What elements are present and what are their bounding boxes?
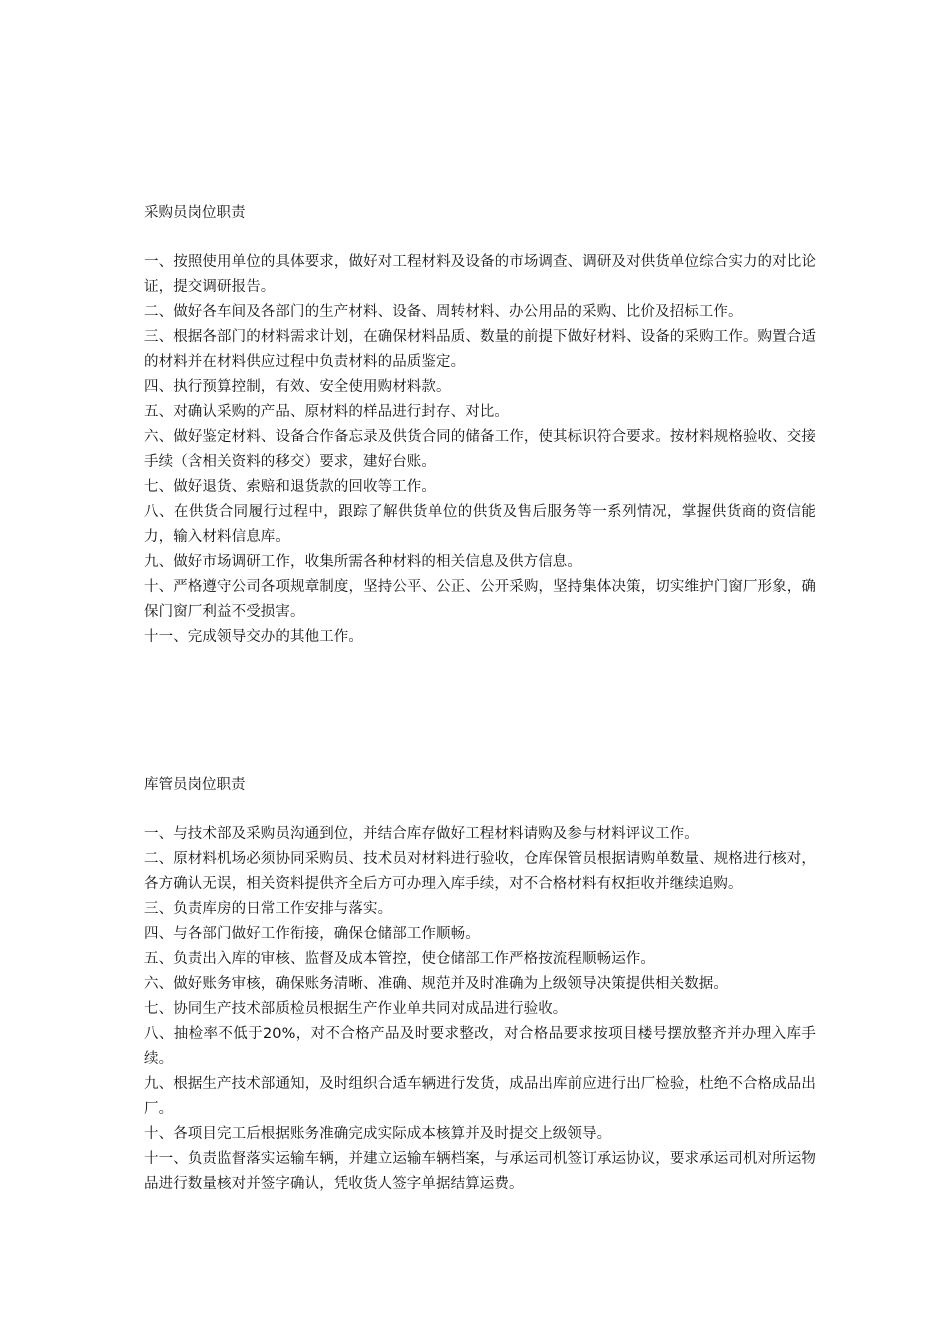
list-item: 四、执行预算控制，有效、安全使用购材料款。 — [144, 379, 451, 395]
list-item: 一、与技术部及采购员沟通到位，并结合库存做好工程材料请购及参与材料评议工作。 — [144, 826, 699, 842]
list-item: 九、根据生产技术部通知，及时组织合适车辆进行发货，成品出库前应进行出厂检验，杜绝不合格成品出厂。 — [144, 1076, 816, 1117]
list-item: 六、做好鉴定材料、设备合作备忘录及供货合同的储备工作，使其标识符合要求。按材料规格验收、交接手续（含相关资料的移交）要求，建好台账。 — [144, 429, 816, 470]
warehouse-section-title: 库管员岗位职责 — [144, 777, 246, 793]
list-item: 十、严格遵守公司各项规章制度，坚持公平、公正、公开采购，坚持集体决策，切实维护门窗厂形象，确保门窗厂利益不受损害。 — [144, 579, 816, 620]
list-item: 二、原材料机场必须协同采购员、技术员对材料进行验收，仓库保管员根据请购单数量、规格进行核对，各方确认无误，相关资料提供齐全后方可办理入库手续，对不合格材料有权拒收并继续追购。 — [144, 851, 816, 892]
warehouse-duty-list — [144, 822, 816, 1197]
list-item: 一、按照使用单位的具体要求，做好对工程材料及设备的市场调查、调研及对供货单位综合实力的对比论证，提交调研报告。 — [144, 254, 816, 295]
list-item: 九、做好市场调研工作，收集所需各种材料的相关信息及供方信息。 — [144, 554, 582, 570]
list-item: 七、做好退货、索赔和退货款的回收等工作。 — [144, 479, 436, 495]
list-item: 五、对确认采购的产品、原材料的样品进行封存、对比。 — [144, 404, 509, 420]
list-item: 七、协同生产技术部质检员根据生产作业单共同对成品进行验收。 — [144, 1001, 568, 1017]
list-item: 三、负责库房的日常工作安排与落实。 — [144, 901, 393, 917]
list-item: 三、根据各部门的材料需求计划，在确保材料品质、数量的前提下做好材料、设备的采购工作。购置合适的材料并在材料供应过程中负责材料的品质鉴定。 — [144, 329, 816, 370]
list-item: 八、在供货合同履行过程中，跟踪了解供货单位的供货及售后服务等一系列情况，掌握供货商的资信能力，输入材料信息库。 — [144, 504, 816, 545]
list-item: 八、抽检率不低于20%，对不合格产品及时要求整改，对合格品要求按项目楼号摆放整齐并办理入库手续。 — [144, 1026, 816, 1067]
list-item: 十、各项目完工后根据账务准确完成实际成本核算并及时提交上级领导。 — [144, 1126, 612, 1142]
list-item: 五、负责出入库的审核、监督及成本管控，使仓储部工作严格按流程顺畅运作。 — [144, 951, 655, 967]
purchase-duty-list — [144, 250, 816, 650]
list-item: 六、做好账务审核，确保账务清晰、准确、规范并及时准确为上级领导决策提供相关数据。 — [144, 976, 728, 992]
purchase-section-title: 采购员岗位职责 — [144, 205, 246, 221]
list-item: 十一、完成领导交办的其他工作。 — [144, 629, 363, 645]
list-item: 二、做好各车间及各部门的生产材料、设备、周转材料、办公用品的采购、比价及招标工作。 — [144, 304, 743, 320]
list-item: 十一、负责监督落实运输车辆，并建立运输车辆档案，与承运司机签订承运协议，要求承运司机对所运物品进行数量核对并签字确认，凭收货人签字单据结算运费。 — [144, 1151, 816, 1192]
list-item: 四、与各部门做好工作衔接，确保仓储部工作顺畅。 — [144, 926, 480, 942]
